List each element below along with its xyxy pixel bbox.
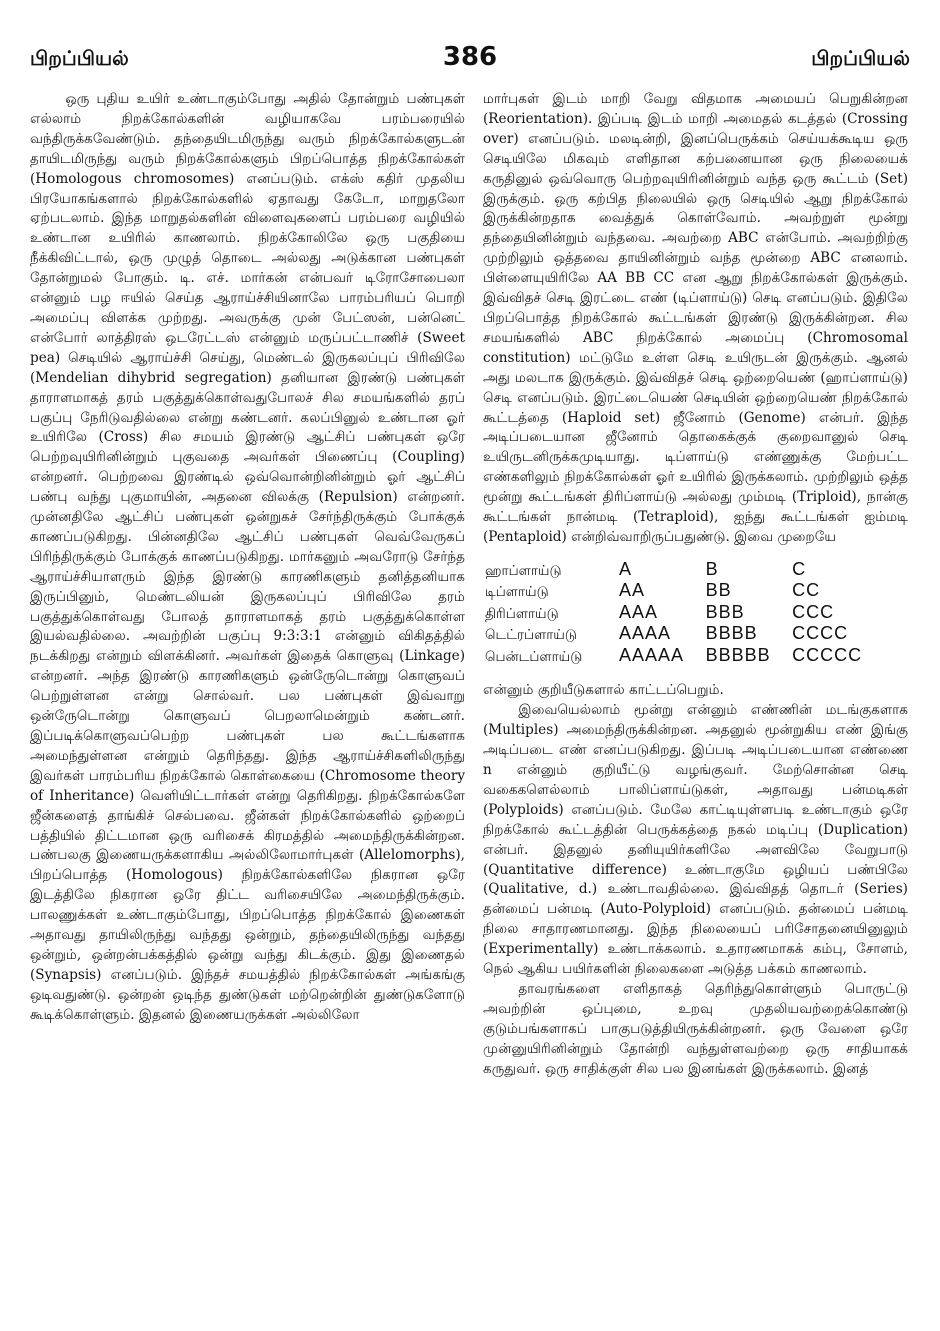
ploidy-table <box>485 560 885 668</box>
set-a: AAAAA <box>619 644 685 665</box>
set-b: BBB <box>705 601 745 622</box>
running-head-right: பிறப்பியல் <box>811 46 910 70</box>
body-paragraph: இவையெல்லாம் மூன்று என்னும் எண்ணின் மடங்குகளாக (Multiples) அமைந்திருக்கின்றன. அதனுல் மூன்றுகிய எண் இங்கு அடிப்படை எண் எனப்படுகிறது. இப்படி அடிப்படையான எண்ணை n என்னும் குறியீட்டு வழங்குவர். மேற்சொன்ன செடி வகைகளெல்லாம் பாலிப்ளாய்டுகள், அதாவது பன்மடிகள் (Polyploids) எனப்படும். மேலே காட்டியுள்ளபடி உண்டாகும் ஒரே நிறக்கோல் கூட்டத்தின் பெருக்கத்தை நகல் மடிப்பு (Duplication) என்பர். இதனுல் தனியுயிர்களிலே அளவிலே வேறுபாடு (Quantitative difference) உண்டாகுமே ஒழியப் பண்பிலே (Qualitative, d.) உண்டாவதில்லை. இவ்விதத் தொடர் (Series) தன்மைப் பன்மடி (Auto-Polyploid) எனப்படும். தன்மைப் பன்மடி நிலை சாதாரணமானது. இந்த நிலையைப் பரிசோதனையினுலும் (Experimentally) உண்டாக்கலாம். உதாரணமாகக் கம்பு, சோளம், நெல் ஆகிய பயிர்களின் நிலைகளை அடுத்த பக்கம் காணலாம். <box>483 702 908 978</box>
set-c: CCCC <box>792 623 849 644</box>
body-paragraph: ஒரு புதிய உயிர் உண்டாகும்போது அதில் தோன்றும் பண்புகள் எல்லாம் நிறக்கோல்களின் வழியாகவே பரம்பரையில் வந்திருக்கவேண்டும். தந்தையிடமிருந்து வரும் நிறக்கோல்களுடன் தாயிடமிருந்து வரும் நிறக்கோல்களும் பிறப்பொத்த நிறக்கோல்கள் (Homologous chromosomes) எனப்படும். எக்ஸ் கதிர் முதலிய பிரயோகங்களால் நிறக்கோல்களில் ஏதாவது கேடோ, மாறுதலோ ஏற்படலாம். இந்த மாறுதல்களின் விளைவுகளைப் பரம்பரை வழியில் உண்டான உயிரில் காணலாம். நிறக்கோலிலே ஒரு பகுதியை நீக்கிவிட்டால், ஒரு முழுத் தொடை அல்லது அடுக்கான பண்புகள் தோன்றுமல் போகும். டி. எச். மார்கன் என்பவர் டிரோசோபைலா என்னும் பழ ஈயில் செய்த ஆராய்ச்சியினாலே பாரம்பரியப் பொறி அமைப்பு விளக்க முற்றது. அவருக்கு முன் பேட்ஸன், பன்னெட் என்போர் லாத்திரஸ் ஒடரேட்டஸ் என்னும் மருப்பட்டாணிச் (Sweet pea) செடியில் ஆராய்ச்சி செய்து, மெண்டல் இருகலப்புப் பிரிவிலே (Mendelian dihybrid segregation) தனியான இரண்டு பண்புகள் தாராளமாகத் தரம் பகுத்துக்கொள்வதுபோலச் சில சமயங்களில் தரப் பகுப்பு நேரிடுவதில்லை என்று கண்டனர். கலப்பினுல் உண்டான ஓர் உயிரிலே (Cross) சில சமயம் இரண்டு ஆட்சிப் பண்புகள் ஒரே பெற்றவுயிரினின்றும் புகுவதை அவர்கள் பிணைப்பு (Coupling) என்றனர். பெற்றவை இரண்டில் ஒவ்வொன்றினின்றும் ஓர் ஆட்சிப் பண்பு வந்து புகுமாயின், அதனை விலக்கு (Repulsion) என்றனர். முன்னதிலே ஆட்சிப் பண்புகள் ஒன்றுகச் சேர்ந்திருக்கும் போக்குக் காணப்படுகிறது. பின்னதிலே ஆட்சிப் பண்புகள் வெவ்வேருகப் பிரிந்திருக்கும் போக்குக் காணப்படுகிறது. மார்கனும் அவரோடு சேர்ந்த ஆராய்ச்சியாளரும் இந்த இரண்டு காரணிகளும் தனித்தனியாக இருப்பினும், மெண்டலியன் இருகலப்புப் பிரிவிலே தரம் பகுத்துக்கொள்வது போலத் தாராளமாகத் தரம் பகுத்துக்கொள்ள இயல்வதில்லை. அவற்றின் பகுப்பு 9:3:3:1 என்னும் விகிதத்தில் நடக்கிறது என்றும் விளக்கினர். அவர்கள் இதைக் கொளுவு (Linkage) என்றனர். அந்த இரண்டு காரணிகளும் ஒன்ருேடொன்று கொளுவப் பெற்றுள்ளன என்று சொல்வர். பல பண்புகள் இவ்வாறு ஒன்ருேடொன்று கொளுவப் பெறலாமென்றும் கண்டனர். இப்படிக்கொளுவப்பெற்ற பண்புகள் பல கூட்டங்களாக அமைந்துள்ளன என்றும் தெரிந்தது. இந்த ஆராய்ச்சிகளிலிருந்து இவர்கள் பாரம்பரிய நிறக்கோல் கொள்கையை (Chromosome theory of Inheritance) வெளியிட்டார்கள் என்று தெரிகிறது. நிறக்கோல்களே ஜீன்களைத் தாங்கிச் செல்பவை. ஜீன்கள் நிறக்கோல்களில் ஒற்றைப் பத்தியில் திட்டமான ஒரு வரிசைக் கிரமத்தில் அமைந்திருக்கின்றன. பண்பலகு இணையருக்களாகிய அல்லிலோமார்புகள் (Allelomorphs), பிறப்பொத்த (Homologous) நிறக்கோல்களிலே நிகரான ஒரே இடத்திலே நிகரான ஒரே திட்ட வரிசையிலே அமைந்திருக்கும். பாலணுக்கள் உண்டாகும்போது, பிறப்பொத்த நிறக்கோல் இணைகள் அதாவது தாயிலிருந்து வந்தது ஒன்றும், தந்தையிலிருந்து வந்தது ஒன்றும், ஒன்றன்பக்கத்தில் ஒன்று வந்து கிடக்கும். இது இணைதல் (Synapsis) எனப்படும். இந்தச் சமயத்தில் நிறக்கோல்கள் அங்கங்கு ஒடிவதுண்டு. ஒன்றன் ஒடிந்த துண்டுகள் மற்றென்றின் துண்டுகளோடு கூடிக்கொள்ளும். இதனல் இணையருக்கள் அல்லிலோ <box>30 91 465 1023</box>
running-head-left: பிறப்பியல் <box>30 46 129 70</box>
set-a: A <box>619 558 633 579</box>
set-b: BB <box>705 580 732 601</box>
set-a: AAA <box>619 601 659 622</box>
set-b: B <box>705 558 719 579</box>
page-header <box>22 42 918 76</box>
ploidy-name: திரிப்ளாய்டு <box>485 605 559 622</box>
set-b: BBBBB <box>705 644 771 665</box>
set-c: C <box>792 558 807 579</box>
ploidy-name: ஹாப்ளாய்டு <box>485 562 562 579</box>
table-row <box>485 560 885 582</box>
page-number: 386 <box>442 42 498 72</box>
set-c: CCCCC <box>792 644 863 665</box>
right-column <box>483 90 908 1305</box>
body-paragraph: தாவரங்களை எளிதாகத் தெரிந்துகொள்ளும் பொருட்டு அவற்றின் ஒப்புமை, உறவு முதலியவற்றைக்கொண்டு குடும்பங்களாகப் பாகுபடுத்தியிருக்கின்றனர். ஒரு வேளை ஒரே முன்னுயிரினின்றும் தோன்றி வந்துள்ளவற்றை ஒரு சாதியாகக் கருதுவர். ஒரு சாதிக்குள் சில பல இனங்கள் இருக்கலாம். இனத் <box>483 980 908 1077</box>
body-paragraph: மார்புகள் இடம் மாறி வேறு விதமாக அமையப் பெறுகின்றன (Reorientation). இப்படி இடம் மாறி அமைதல் கடத்தல் (Crossing over) எனப்படும். மலடின்றி, இனப்பெருக்கம் செய்யக்கூடிய ஒரு செடியிலே மிகவும் எளிதான கற்பனையான ஒரு நிலையைக் கருதினுல் ஒவ்வொரு பெற்றவுயிரினின்றும் வந்த ஒரு கூட்டம் (Set) இருக்கும். ஒரு கற்பித நிலையில் ஒரு செடியில் ஆறு நிறக்கோல் இருக்கின்றதாக வைத்துக் கொள்வோம். அவற்றுள் மூன்று தந்தையினின்றும் வந்தவை. அவற்றை ABC என்போம். அவற்றிற்கு முற்றிலும் ஒத்தவை தாயினின்றும் வந்த மூன்றை ABC எனலாம். பிள்ளையுயிரிலே AA BB CC என ஆறு நிறக்கோல்கள் இருக்கும். இவ்விதச் செடி இரட்டை எண் (டிப்ளாய்டு) செடி எனப்படும். இதிலே பிறப்பொத்த நிறக்கோல் கூட்டங்கள் இரண்டு இருக்கின்றன. சில சமயங்களில் ABC நிறக்கோல் அமைப்பு (Chromosomal constitution) மட்டுமே உள்ள செடி உயிருடன் இருக்கும். ஆனல் அது மலடாக இருக்கும். இவ்விதச் செடி ஒற்றையெண் (ஹாப்ளாய்டு) செடி எனப்படும். இரட்டையெண் செடியின் ஒற்றையெண் நிறக்கோல் கூட்டத்தை (Haploid set) ஜீனோம் (Genome) என்பர். இந்த அடிப்படையான ஜீனோம் தொகைக்குக் குறைவானுல் செடி உயிருடனிருக்கமுடியாது. டிப்ளாய்டு எண்ணுக்கு மேற்பட்ட எண்களிலும் நிறக்கோல்கள் ஓர் உயிரில் இருக்கலாம். முற்றிலும் ஒத்த மூன்று கூட்டங்கள் திரிப்ளாய்டு அல்லது மும்மடி (Triploid), நான்கு கூட்டங்கள் நான்மடி (Tetraploid), ஐந்து கூட்டங்கள் ஐம்மடி (Pentaploid) என்றிவ்வாறிருப்பதுண்டு. இவை முறையே <box>483 91 908 545</box>
left-column <box>30 90 465 1305</box>
set-a: AAAA <box>619 623 672 644</box>
set-c: CCC <box>792 601 835 622</box>
set-c: CC <box>792 580 821 601</box>
set-b: BBBB <box>705 623 758 644</box>
ploidy-name: டிப்ளாய்டு <box>485 584 549 601</box>
table-row <box>485 603 885 625</box>
table-row <box>485 624 885 646</box>
ploidy-name: டெட்ரப்ளாய்டு <box>485 627 577 644</box>
table-row <box>485 581 885 603</box>
set-a: AA <box>619 580 646 601</box>
body-paragraph: என்னும் குறியீடுகளால் காட்டப்பெறும். <box>483 682 724 699</box>
table-row <box>485 646 885 668</box>
ploidy-name: பென்டப்ளாய்டு <box>485 648 583 665</box>
